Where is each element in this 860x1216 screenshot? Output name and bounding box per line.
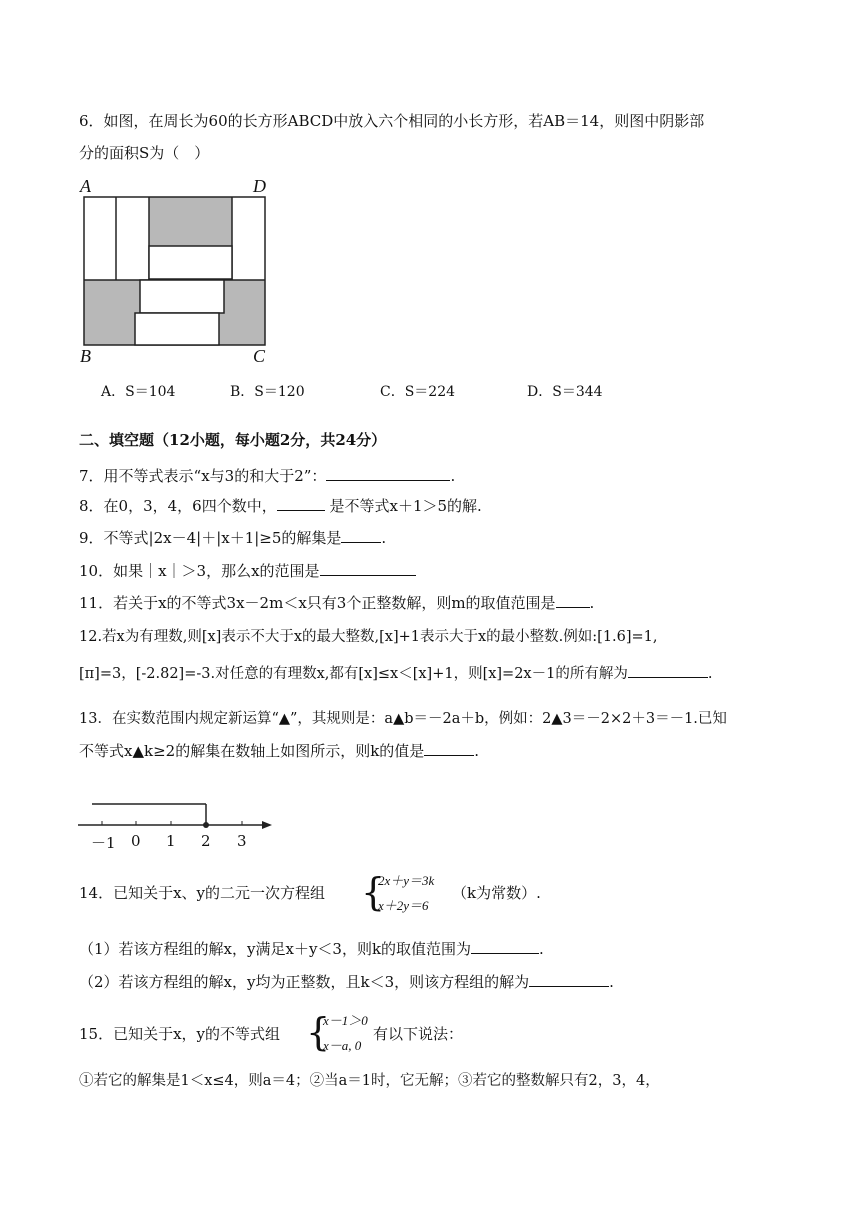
q14-eq1: 2x＋y＝3k: [378, 873, 435, 888]
answer-blank[interactable]: [529, 972, 609, 987]
q12-line2: [π]=3，[-2.82]=-3.对任意的有理数x,都有[x]≤x＜[x]+1，则[x]=2x－1的所有解为 .: [79, 663, 712, 684]
q12-line1: 12.若x为有理数,则[x]表示不大于x的最大整数,[x]+1表示大于x的最小整数.例如:[1.6]=1,: [79, 629, 658, 645]
shaded-region-right: [219, 280, 265, 345]
q6-figure: [78, 176, 278, 368]
tick-label: 1: [166, 832, 176, 850]
label-b: B: [80, 346, 91, 366]
q6-line2: 分的面积S为（ ）: [79, 144, 210, 162]
q10: 10．如果｜x｜＞3，那么x的范围是: [79, 561, 416, 581]
q13-line1: 13．在实数范围内规定新运算“▲”，其规则是：a▲b＝－2a＋b，例如：2▲3＝－2×2＋3＝－1.已知: [79, 711, 727, 727]
choice-a: A．S＝104: [101, 384, 176, 400]
q14-sub2: （2）若该方程组的解x，y均为正整数，且k＜3，则该方程组的解为 .: [79, 973, 614, 991]
answer-blank[interactable]: [341, 528, 381, 543]
number-line: [78, 796, 278, 856]
closed-point: [203, 822, 209, 828]
tick-label: 3: [237, 832, 247, 850]
q14-sub1: （1）若该方程组的解x，y满足x＋y＜3，则k的取值范围为 .: [79, 940, 544, 958]
q7: 7．用不等式表示“x与3的和大于2”： .: [79, 467, 456, 485]
q8: 8．在0，3，4，6四个数中， 是不等式x＋1＞5的解.: [79, 497, 482, 515]
choice-b: B．S＝120: [230, 384, 305, 400]
choice-c: C．S＝224: [380, 384, 456, 400]
q9: 9．不等式|2x－4|＋|x＋1|≥5的解集是 .: [79, 529, 387, 547]
q14: 14．已知关于x、y的二元一次方程组: [79, 884, 326, 902]
q15-line2: ①若它的解集是1＜x≤4，则a＝4；②当a＝1时，它无解；③若它的整数解只有2，3，4，: [79, 1073, 660, 1089]
q15: 15．已知关于x，y的不等式组: [79, 1025, 281, 1043]
section-title: 二、填空题（12小题，每小题2分，共24分）: [79, 431, 387, 449]
q15-post: 有以下说法：: [373, 1025, 464, 1043]
q6-line1: 6．如图，在周长为60的长方形ABCD中放入六个相同的小长方形，若AB＝14，则图中阴影部: [79, 112, 705, 130]
label-a: A: [80, 176, 91, 196]
label-c: C: [253, 346, 266, 366]
choice-d: D．S＝344: [527, 384, 603, 400]
q15-eq1: x－1＞0: [323, 1013, 368, 1028]
q15-brace: {: [306, 1010, 331, 1054]
tick-label: 0: [131, 832, 141, 850]
label-d: D: [253, 176, 266, 196]
answer-blank[interactable]: [326, 466, 450, 481]
q14-post: （k为常数）.: [452, 884, 541, 902]
q13-line2: 不等式x▲k≥2的解集在数轴上如图所示，则k的值是 .: [79, 742, 480, 760]
answer-blank[interactable]: [471, 939, 539, 954]
tick-label: －1: [91, 834, 116, 852]
answer-blank[interactable]: [277, 496, 325, 511]
answer-blank[interactable]: [424, 741, 474, 756]
q15-eq2: x－a, 0: [323, 1038, 362, 1053]
answer-blank[interactable]: [320, 561, 416, 576]
q14-eq2: x＋2y＝6: [378, 898, 429, 913]
tick-label: 2: [201, 832, 211, 850]
answer-blank[interactable]: [628, 663, 708, 678]
answer-blank[interactable]: [556, 593, 590, 608]
q14-brace: {: [361, 870, 386, 914]
shaded-region-top: [149, 197, 232, 246]
rectangle-diagram: [78, 176, 278, 368]
shaded-region-left: [84, 280, 140, 345]
q11: 11．若关于x的不等式3x－2m＜x只有3个正整数解，则m的取值范围是 .: [79, 594, 595, 612]
